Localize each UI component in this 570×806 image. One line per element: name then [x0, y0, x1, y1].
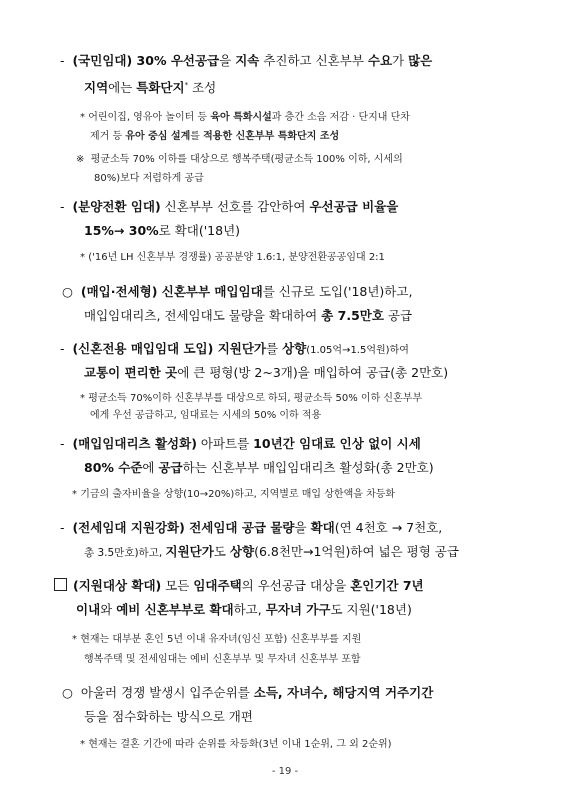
item-reits-activation: - (매입임대리츠 활성화) 아파트를 10년간 임대료 인상 없이 시세: [60, 436, 421, 451]
checkbox-square-icon: [54, 578, 67, 591]
note-income-70: * 평균소득 70%이하 신혼부부를 대상으로 하되, 평균소득 50% 이하 신혼부부: [80, 393, 423, 404]
item-sale-conversion-rental-cont: 15%→ 30%로 확대('18년): [84, 223, 241, 238]
item-lease-support-cont: 총 3.5만호)하고, 지원단가도 상향(6.8천만→1억원)하여 넓은 평형 공급: [84, 544, 459, 559]
item-lease-support: - (전세임대 지원강화) 전세임대 공급 물량을 확대(연 4천호 → 7천호,: [60, 520, 443, 535]
note-fund-ratio: * 기금의 출자비율을 상향(10→20%)하고, 지역별로 매입 상한액을 차등화: [72, 489, 396, 500]
note-income-criteria-cont: 80%)보다 저렴하게 공급: [94, 173, 204, 184]
item-eligibility-expansion: (지원대상 확대) 모든 임대주택의 우선공급 대상을 혼인기간 7년: [54, 574, 424, 598]
item-priority-scoring: ○ 아울러 경쟁 발생시 입주순위를 소득, 자녀수, 해당지역 거주기간: [62, 685, 434, 700]
note-income-70-cont: 에게 우선 공급하고, 임대료는 시세의 50% 이하 적용: [90, 410, 322, 421]
note-childcare-cont: 제거 등 유아 중심 설계를 적용한 신혼부부 특화단지 조성: [90, 131, 340, 142]
item-sale-conversion-rental: - (분양전환 임대) 신혼부부 선호를 감안하여 우선공급 비율을: [60, 199, 399, 214]
note-current-support: * 현재는 대부분 혼인 5년 이내 유자녀(임신 포함) 신혼부부를 지원: [72, 634, 362, 645]
note-income-criteria: ※ 평균소득 70% 이하를 대상으로 행복주택(평균소득 100% 이하, 시세의: [76, 154, 403, 165]
page-number: - 19 -: [271, 766, 299, 777]
note-competition-rate: * ('16년 LH 신혼부부 경쟁률) 공공분양 1.6:1, 분양전환공공임대 2:1: [80, 252, 385, 263]
item-priority-scoring-cont: 등을 점수화하는 방식으로 개편: [84, 709, 253, 724]
note-childcare: * 어린이집, 영유아 놀이터 등 육아 특화시설과 층간 소음 저감 · 단지내 단차: [80, 112, 410, 123]
item-national-rental: - (국민임대) 30% 우선공급을 지속 추진하고 신혼부부 수요가 많은: [60, 53, 433, 68]
dash-bullet: -: [60, 53, 65, 68]
item-eligibility-expansion-cont: 이내와 예비 신혼부부로 확대하고, 무자녀 가구도 지원('18년): [76, 602, 412, 617]
item-newlywed-purchase-rental-cont: 교통이 편리한 곳에 큰 평형(방 2~3개)을 매입하여 공급(총 2만호): [84, 365, 449, 380]
item-purchase-lease-type-cont: 매입임대리츠, 전세임대도 물량을 확대하여 총 7.5만호 공급: [84, 308, 413, 323]
item-purchase-lease-type: ○ (매입·전세형) 신혼부부 매입임대를 신규로 도입('18년)하고,: [62, 284, 413, 299]
item-reits-activation-cont: 80% 수준에 공급하는 신혼부부 매입임대리츠 활성화(총 2만호): [84, 460, 434, 475]
item-newlywed-purchase-rental: - (신혼전용 매입임대 도입) 지원단가를 상향(1.05억→1.5억원)하여: [60, 341, 409, 356]
item-national-rental-cont: 지역에는 특화단지* 조성: [84, 80, 217, 96]
note-current-support-cont: 행복주택 및 전세임대는 예비 신혼부부 및 무자녀 신혼부부 포함: [84, 654, 361, 665]
note-marriage-period: * 현재는 결혼 기간에 따라 순위를 차등화(3년 이내 1순위, 그 외 2순위): [80, 739, 392, 750]
